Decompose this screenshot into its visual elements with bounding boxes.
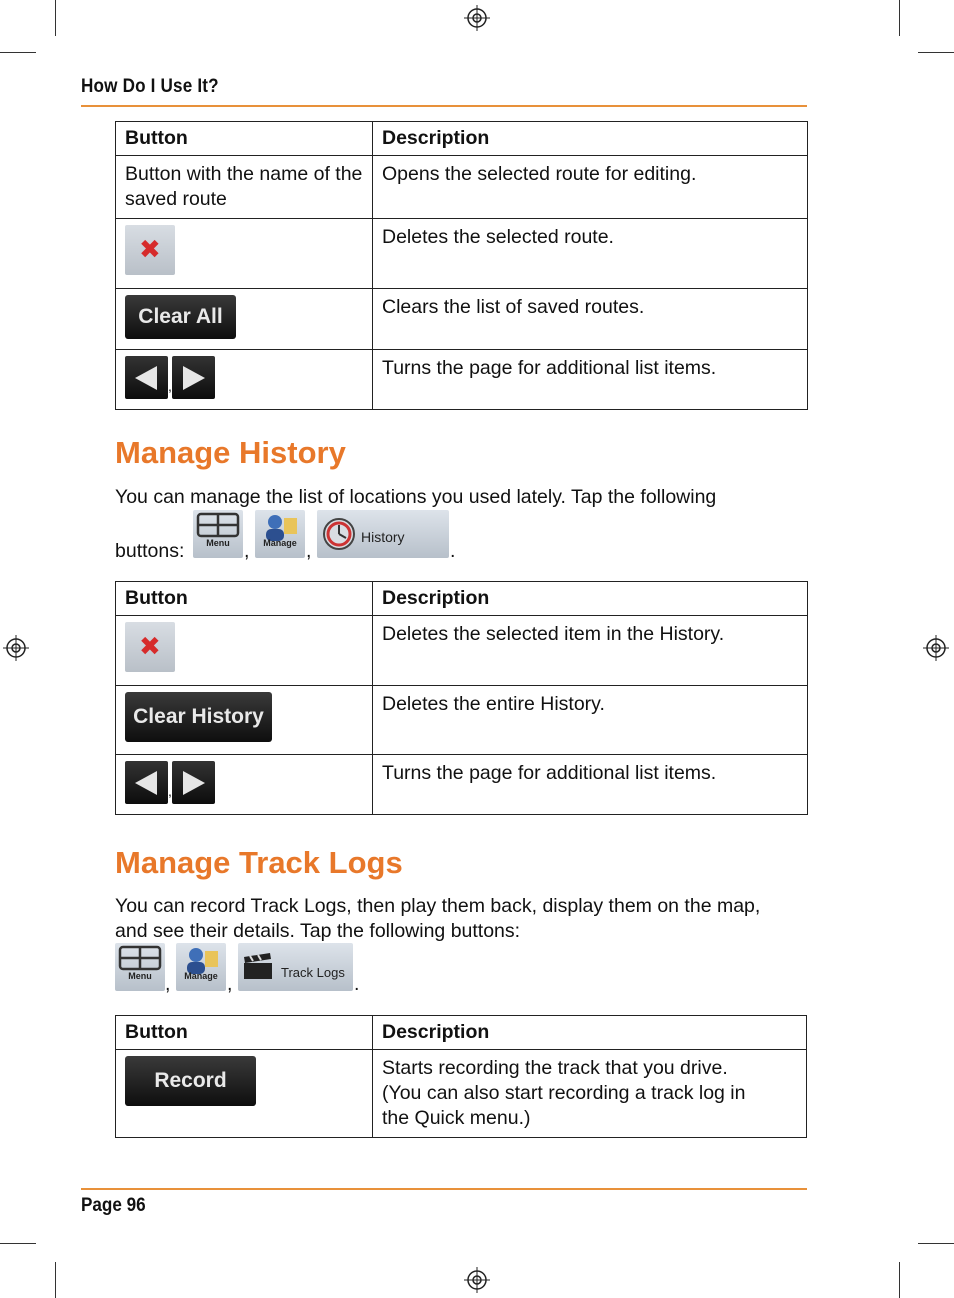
footer-rule: [81, 1188, 807, 1190]
crop-mark: [55, 1262, 56, 1298]
column-header: Button: [116, 582, 373, 616]
table-row: [116, 686, 808, 755]
crop-mark: [918, 1243, 954, 1244]
table-row: [116, 156, 808, 219]
crop-mark: [918, 52, 954, 53]
table-row: [116, 219, 808, 289]
manage-icon[interactable]: [255, 510, 305, 558]
section-title: Manage History: [115, 435, 346, 470]
description-text: Turns the page for additional list items.: [373, 755, 808, 815]
crop-mark: [899, 0, 900, 36]
description-cell: [373, 1050, 807, 1138]
table-header-row: [116, 1016, 807, 1050]
buttons-label: buttons:: [115, 540, 185, 562]
description-text: the Quick menu.): [382, 1107, 531, 1129]
button-cell: [116, 755, 373, 815]
crop-mark: [55, 0, 56, 36]
button-cell: [116, 289, 373, 350]
crop-mark: [0, 52, 36, 53]
registration-mark-icon: [923, 635, 949, 661]
header-rule: [81, 105, 807, 107]
menu-icon[interactable]: [193, 510, 243, 558]
description-text: Deletes the selected item in the History.: [373, 616, 808, 686]
menu-icon-caption: Menu: [128, 971, 152, 981]
button-cell: [116, 686, 373, 755]
next-page-icon[interactable]: [172, 761, 215, 804]
separator: ,: [168, 783, 172, 799]
routes-button-table: [115, 121, 808, 410]
description-text: Deletes the selected route.: [373, 219, 808, 289]
previous-page-icon[interactable]: [125, 356, 168, 399]
column-header: Button: [116, 122, 373, 156]
crop-mark: [0, 1243, 36, 1244]
button-cell: [116, 616, 373, 686]
clear-all-button[interactable]: Clear All: [125, 295, 236, 339]
manage-icon[interactable]: [176, 943, 226, 991]
table-row: [116, 616, 808, 686]
separator: ,: [244, 540, 250, 562]
description-text: (You can also start recording a track log in: [382, 1082, 746, 1104]
previous-page-icon[interactable]: [125, 761, 168, 804]
clear-history-button[interactable]: Clear History: [125, 692, 272, 742]
track-logs-icon-caption: Track Logs: [281, 965, 345, 980]
record-button[interactable]: Record: [125, 1056, 256, 1106]
period: .: [450, 540, 456, 562]
button-cell: [116, 219, 373, 289]
paragraph-line: and see their details. Tap the following buttons:: [115, 920, 521, 942]
description-text: Opens the selected route for editing.: [373, 156, 808, 219]
running-header: How Do I Use It?: [81, 76, 219, 97]
description-text: Turns the page for additional list items.: [373, 350, 808, 410]
page-number: Page 96: [81, 1195, 146, 1216]
button-cell: [116, 1050, 373, 1138]
next-page-icon[interactable]: [172, 356, 215, 399]
separator: ,: [165, 973, 171, 995]
column-header: Description: [373, 582, 808, 616]
column-header: Description: [373, 122, 808, 156]
description-text: Deletes the entire History.: [373, 686, 808, 755]
history-icon-caption: History: [361, 529, 405, 545]
button-name-text: Button with the name of the saved route: [116, 156, 373, 219]
menu-icon[interactable]: [115, 943, 165, 991]
buttons-line: [115, 943, 815, 993]
description-text: Starts recording the track that you drive.: [382, 1057, 728, 1079]
table-row: [116, 289, 808, 350]
manage-icon-caption: Manage: [184, 971, 218, 981]
registration-mark-icon: [3, 635, 29, 661]
tracklogs-button-table: [115, 1015, 807, 1138]
table-header-row: [116, 122, 808, 156]
buttons-line: [115, 510, 815, 560]
separator: ,: [306, 540, 312, 562]
table-header-row: [116, 582, 808, 616]
delete-x-icon[interactable]: ✖: [125, 225, 175, 275]
registration-mark-icon: [464, 5, 490, 31]
button-cell: [116, 350, 373, 410]
column-header: Description: [373, 1016, 807, 1050]
track-logs-icon[interactable]: [238, 943, 353, 991]
column-header: Button: [116, 1016, 373, 1050]
period: .: [354, 973, 360, 995]
registration-mark-icon: [464, 1267, 490, 1293]
history-button-table: [115, 581, 808, 815]
history-icon[interactable]: [317, 510, 449, 558]
manage-icon-caption: Manage: [263, 538, 297, 548]
crop-mark: [899, 1262, 900, 1298]
menu-icon-caption: Menu: [206, 538, 230, 548]
paragraph-line: You can record Track Logs, then play them back, display them on the map,: [115, 895, 761, 917]
delete-x-icon[interactable]: ✖: [125, 622, 175, 672]
section-title: Manage Track Logs: [115, 845, 403, 880]
table-row: [116, 755, 808, 815]
description-text: Clears the list of saved routes.: [373, 289, 808, 350]
separator: ,: [227, 973, 233, 995]
separator: ,: [168, 378, 172, 394]
paragraph: You can manage the list of locations you used lately. Tap the following: [115, 486, 717, 508]
table-row: [116, 350, 808, 410]
table-row: [116, 1050, 807, 1138]
